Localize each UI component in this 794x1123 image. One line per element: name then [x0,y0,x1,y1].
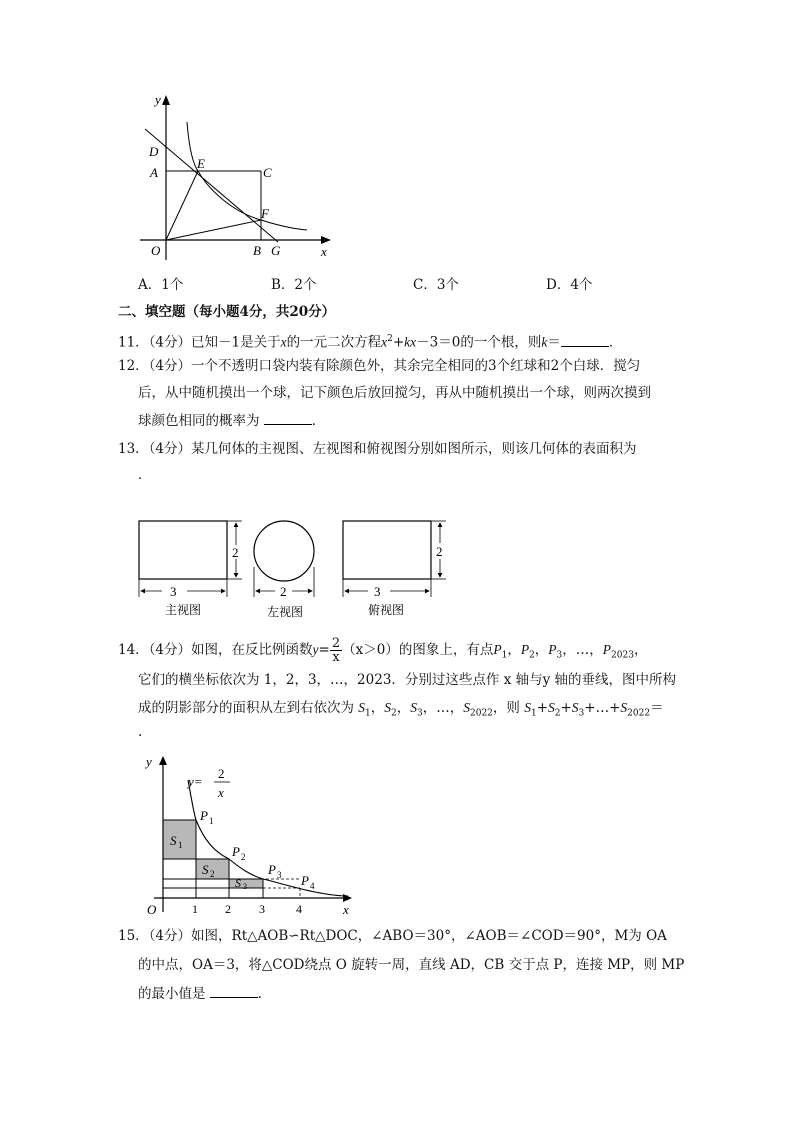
left-view-caption: 左视图 [267,605,304,619]
left-view-circle [254,521,314,581]
q14-p3-sub: 3 [556,650,563,661]
graph-p1-sub: 1 [209,816,214,826]
label-F: F [261,206,269,221]
question-12-line1 [118,356,640,376]
q15-score: （4分） [148,928,192,944]
graph-origin: O [147,902,157,917]
q12-line1: 一个不透明口袋内装有除颜色外，其余完全相同的3个红球和2个白球．搅匀 [191,358,641,374]
question-14-line1: 14．（4分）如图，在反比例函数y= $\frac{2}{x}$ （x＞0）的图象上，有点$P_1$，$P_2$，$P_3$，…，$P_{2023}$， [118,636,648,665]
q11-answer-blank[interactable] [561,332,609,347]
label-y: y [155,92,161,107]
section-title: 二、填空题（每小题4分，共20分） [118,304,336,320]
q14-number: 14． [118,642,149,658]
y-axis-arrow [162,95,170,105]
q14-p3: P [548,642,557,657]
q14-line3: 成的阴影部分的面积从左到右依次为 [138,700,354,716]
graph-s2-sub: 2 [210,869,215,879]
graph-tick-3: 3 [259,902,265,916]
line-DG [145,129,278,242]
question-13-line2: ． [138,467,152,483]
segment-OF [166,220,261,240]
q14-frac-num: 2 [331,636,341,651]
q12-answer-blank[interactable] [264,410,312,425]
q11-number: 11． [118,334,149,351]
graph-tick-1: 1 [192,902,198,916]
option-c: C．3个 [413,277,459,293]
q15-line1: 如图，Rt△AOB∽Rt△DOC，∠ABO＝30°，∠AOB＝∠COD＝90°，M为 OA [191,928,667,944]
label-x: x [321,244,327,259]
question-14-line4: . [138,724,143,740]
q13-three-views [132,515,457,621]
q12-line3: 球颜色相同的概率为 [138,413,260,429]
q12-end: ． [311,413,326,429]
graph-p2: P [232,844,240,859]
q15-end: ． [257,986,272,1002]
graph-p4-sub: 4 [310,881,315,891]
q13-line1: 某几何体的主视图、左视图和俯视图分别如图所示，则该几何体的表面积为 [191,441,637,457]
question-12-line3 [138,410,325,431]
q14-var-y: y [312,642,319,657]
front-width-label: 3 [170,584,177,599]
q14-eq: = [318,642,330,658]
hyperbola-curve [187,122,307,230]
q11-text-b: 的一元二次方程 [286,334,382,351]
top-view-rect [343,521,431,579]
q14-cond: （x＞0）的图象上，有点 [342,642,494,658]
graph-label-y: y [146,754,152,769]
q15-number: 15． [118,928,149,944]
graph-p2-sub: 2 [241,852,246,862]
q11-text-c: 的一个根，则 [460,334,542,351]
graph-s1-sub: 1 [178,840,183,850]
left-diameter-label: 2 [280,584,287,599]
x-axis-arrow [321,236,331,244]
q11-eq-sup: 2 [387,334,393,344]
q11-var-x: x [280,334,287,350]
q12-number: 12． [118,358,149,374]
q11-var-k: k [541,334,548,350]
q14-p2-sub: 2 [529,650,535,661]
front-height-label: 2 [232,545,239,560]
q13-score: （4分） [148,441,192,457]
option-a: A．1个 [138,277,184,293]
graph-s3: S [235,876,241,890]
graph-p4: P [301,873,309,888]
q11-eq-rest: －3＝0 [416,334,461,351]
option-b: B．2个 [271,277,317,293]
q11-text-a: 已知－1是关于 [191,334,281,351]
segment-OE [166,171,198,240]
q10-figure [135,92,340,267]
question-15-line2: 的中点，OA＝3，将△COD绕点 O 旋转一周，直线 AD，CB 交于点 P，连接 MP，则 MP [138,957,685,973]
q15-answer-blank[interactable] [210,983,258,998]
question-14-line2: 它们的横坐标依次为 1，2，3，…，2023．分别过这些点作 x 轴与y 轴的垂线，图中所构 [138,672,677,688]
label-B: B [253,243,261,258]
label-G: G [271,243,281,258]
graph-s2: S [202,862,209,877]
question-15-line1 [118,926,667,946]
question-13-line1 [118,439,637,459]
q14-pn-sub: 2023 [611,650,634,661]
graph-s1: S [170,833,177,848]
graph-p1: P [200,808,208,823]
top-width-label: 3 [374,584,381,599]
q14-graph [140,752,360,922]
label-A: A [150,165,158,180]
graph-p3: P [268,862,276,877]
q14-text-a: 如图，在反比例函数 [191,642,313,658]
label-C: C [263,165,272,180]
graph-tick-4: 4 [296,902,302,916]
front-view-caption: 主视图 [165,603,202,617]
q14-frac-den: x [332,650,340,665]
question-12-line2: 后，从中随机摸出一个球，记下颜色后放回搅匀，再从中随机摸出一个球，则两次摸到 [138,385,651,401]
label-E: E [197,156,205,171]
top-height-label: 2 [436,544,443,559]
label-O: O [151,243,161,258]
q14-p1-sub: 1 [501,650,508,661]
q12-score: （4分） [148,358,192,374]
graph-s3-sub: 3 [243,882,247,891]
q11-eq-x: x [381,334,388,350]
q14-p2: P [520,642,530,657]
front-view-rect [139,521,227,579]
question-14-line3: 成的阴影部分的面积从左到右依次为 $S_1$，$S_2$，$S_3$，…，$S_{2022}$，则 $S_1+S_2+S_3+\dots+S_{2022}=$ [138,700,664,719]
question-15-line3 [138,983,271,1004]
q14-sums-end: ＝ [650,700,664,716]
graph-eq-num: 2 [218,766,225,781]
q14-p1: P [493,642,502,657]
option-d: D．4个 [546,277,593,293]
q11-score: （4分） [148,334,192,351]
q11-eq-kx: kx [404,334,417,350]
label-D: D [149,144,159,159]
top-view-caption: 俯视图 [368,603,405,617]
q11-end: ． [608,334,623,351]
q11-text-d: ＝ [547,334,561,351]
q14-fraction [330,637,342,664]
graph-label-x: x [343,902,349,917]
q13-number: 13． [118,441,149,457]
q14-pn: P [602,642,612,657]
q14-score: （4分） [148,642,192,658]
graph-tick-2: 2 [225,902,231,916]
graph-eq-den: x [218,785,224,800]
q15-line3: 的最小值是 [138,986,206,1002]
q11-eq-plus: + [392,334,405,351]
graph-eq-y: y= [188,774,203,789]
graph-p3-sub: 3 [277,870,282,880]
question-11 [118,329,622,353]
